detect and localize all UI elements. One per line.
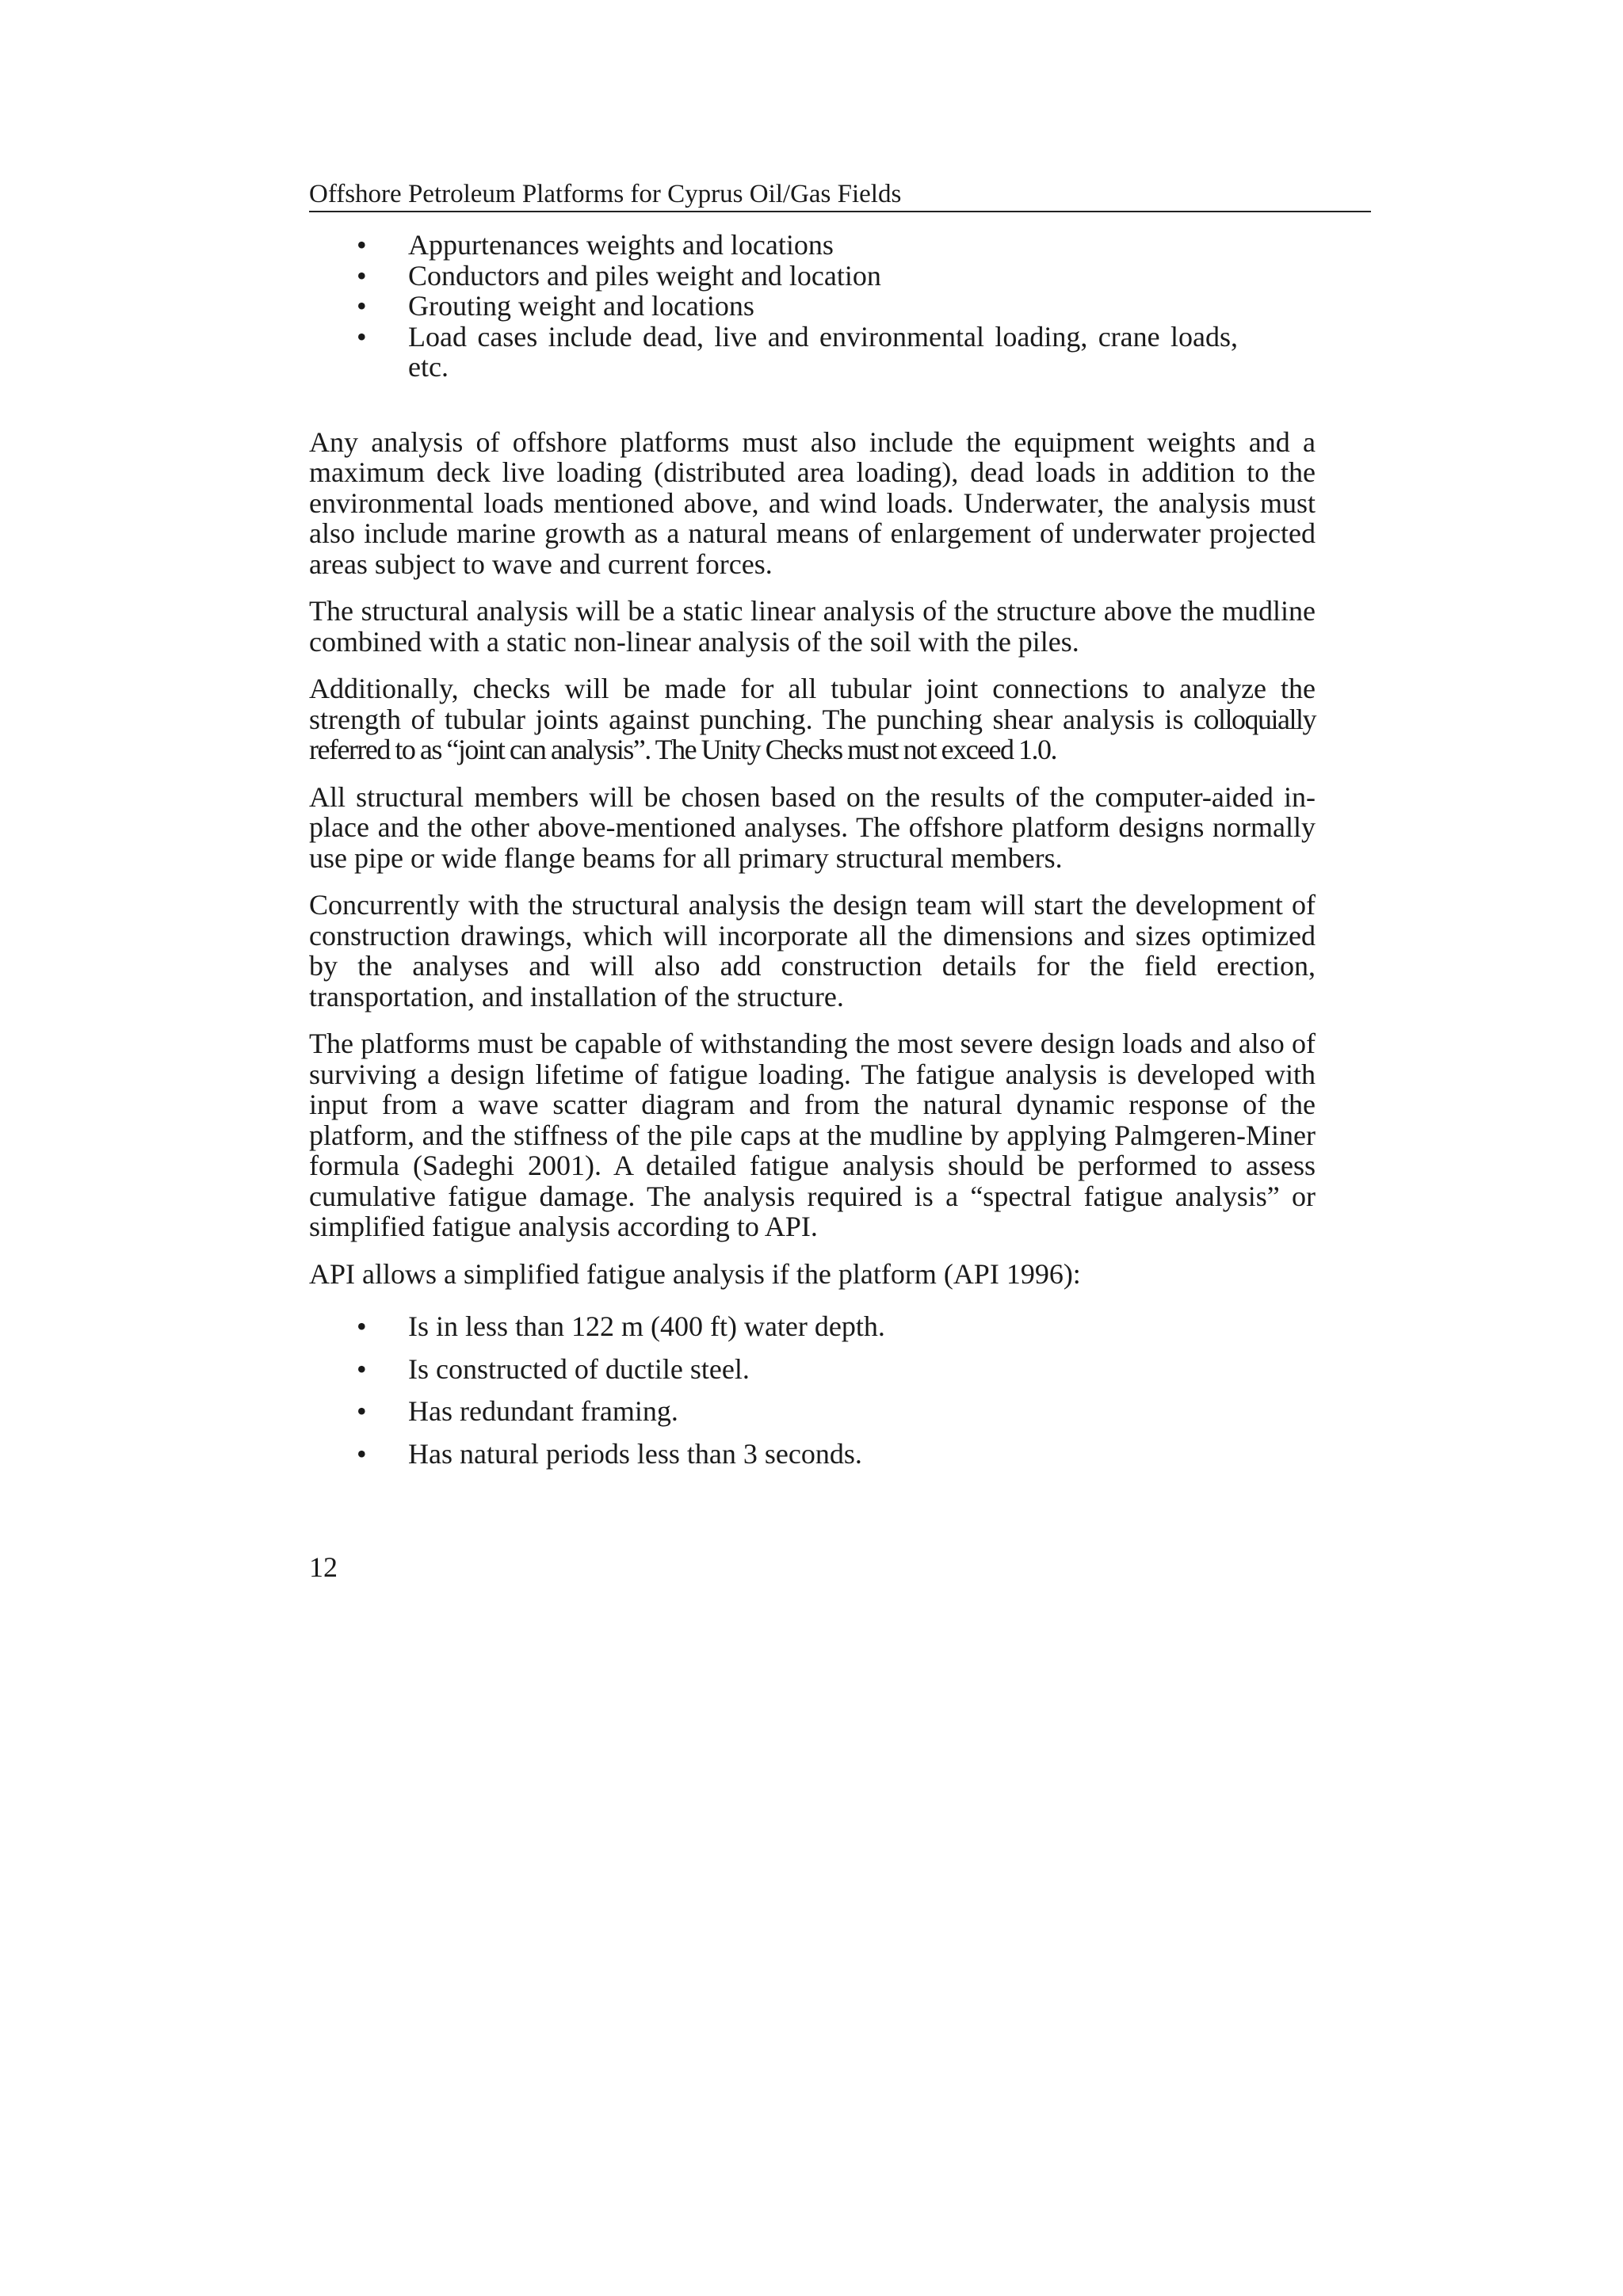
paragraph-joint-checks-tail: colloquially referred to as “joint can analysis”. The Unity Checks must not exceed 1.0. [309,703,1316,765]
api-criteria-bullet-list [309,1311,1316,1469]
bullet-marker: • [357,259,367,292]
list-item [309,261,1316,292]
list-item [309,291,1316,322]
paragraph-api-intro: API allows a simplified fatigue analysis if the platform (API 1996): [309,1257,1081,1290]
bullet-marker: • [357,1395,367,1427]
paragraph-joint-checks [309,673,1316,765]
paragraph-structural-analysis: The structural analysis will be a static linear analysis of the structure above the mudline combined with a static non-linear analysis of the soil with the piles. [309,595,1316,658]
list-item-text: Is constructed of ductile steel. [408,1352,750,1385]
bullet-marker: • [357,1352,367,1385]
page-content [309,230,1316,1481]
running-header: Offshore Petroleum Platforms for Cyprus Oil/Gas Fields [309,177,1371,212]
list-item [309,230,1316,261]
list-item-text: Has redundant framing. [408,1395,678,1427]
list-item-text: Load cases include dead, live and environmental loading, crane loads, etc. [408,320,1238,383]
list-item-text: Appurtenances weights and locations [408,229,834,261]
paragraph-loads: Any analysis of offshore platforms must also include the equipment weights and a maximum deck live loading (distributed area loading), dead loads in addition to the environmental loads mentioned above, and wind loads. Underwater, the analysis must also include marine growth as a natural means of enlargement of underwater projected areas subject to wave and current forces. [309,425,1316,580]
list-item [309,322,1316,383]
paragraph-fatigue: The platforms must be capable of withstanding the most severe design loads and also of surviving a design lifetime of fatigue loading. The fatigue analysis is developed with input from a wave scatter diagram and from the natural dynamic response of the platform, and the stiffness of the pile caps at the mudline by applying Palmgeren-Miner formula (Sadeghi 2001). A detailed fatigue analysis should be performed to assess cumulative fatigue damage. The analysis required is a “spectral fatigue analysis” or simplified fatigue analysis according to API. [309,1028,1316,1242]
list-item [309,1439,1316,1470]
paragraph-joint-checks-main: Additionally, checks will be made for all tubular joint connections to analyze the strength of tubular joints against punching. The punching shear analysis is [309,673,1316,735]
list-item [309,1396,1316,1427]
equipment-bullet-list [309,230,1316,383]
list-item-text: Has natural periods less than 3 seconds. [408,1437,862,1470]
bullet-marker: • [357,290,367,322]
paragraph-drawings: Concurrently with the structural analysis the design team will start the development of construction drawings, which will incorporate all the dimensions and sizes optimized by the analyses and will also add construction details for the field erection, transportation, and installation of the structure. [309,889,1316,1013]
bullet-marker: • [357,320,367,353]
list-item-text: Conductors and piles weight and location [408,259,881,292]
bullet-marker: • [357,1310,367,1342]
list-item [309,1354,1316,1385]
paragraph-members: All structural members will be chosen based on the results of the computer-aided in-place and the other above-mentioned analyses. The offshore platform designs normally use pipe or wide flange beams for all primary structural members. [309,780,1316,874]
list-item [309,1311,1316,1342]
list-item-text: Grouting weight and locations [408,290,754,322]
page-number: 12 [309,1551,338,1583]
bullet-marker: • [357,229,367,261]
bullet-marker: • [357,1437,367,1470]
list-item-text: Is in less than 122 m (400 ft) water depth. [408,1310,885,1342]
